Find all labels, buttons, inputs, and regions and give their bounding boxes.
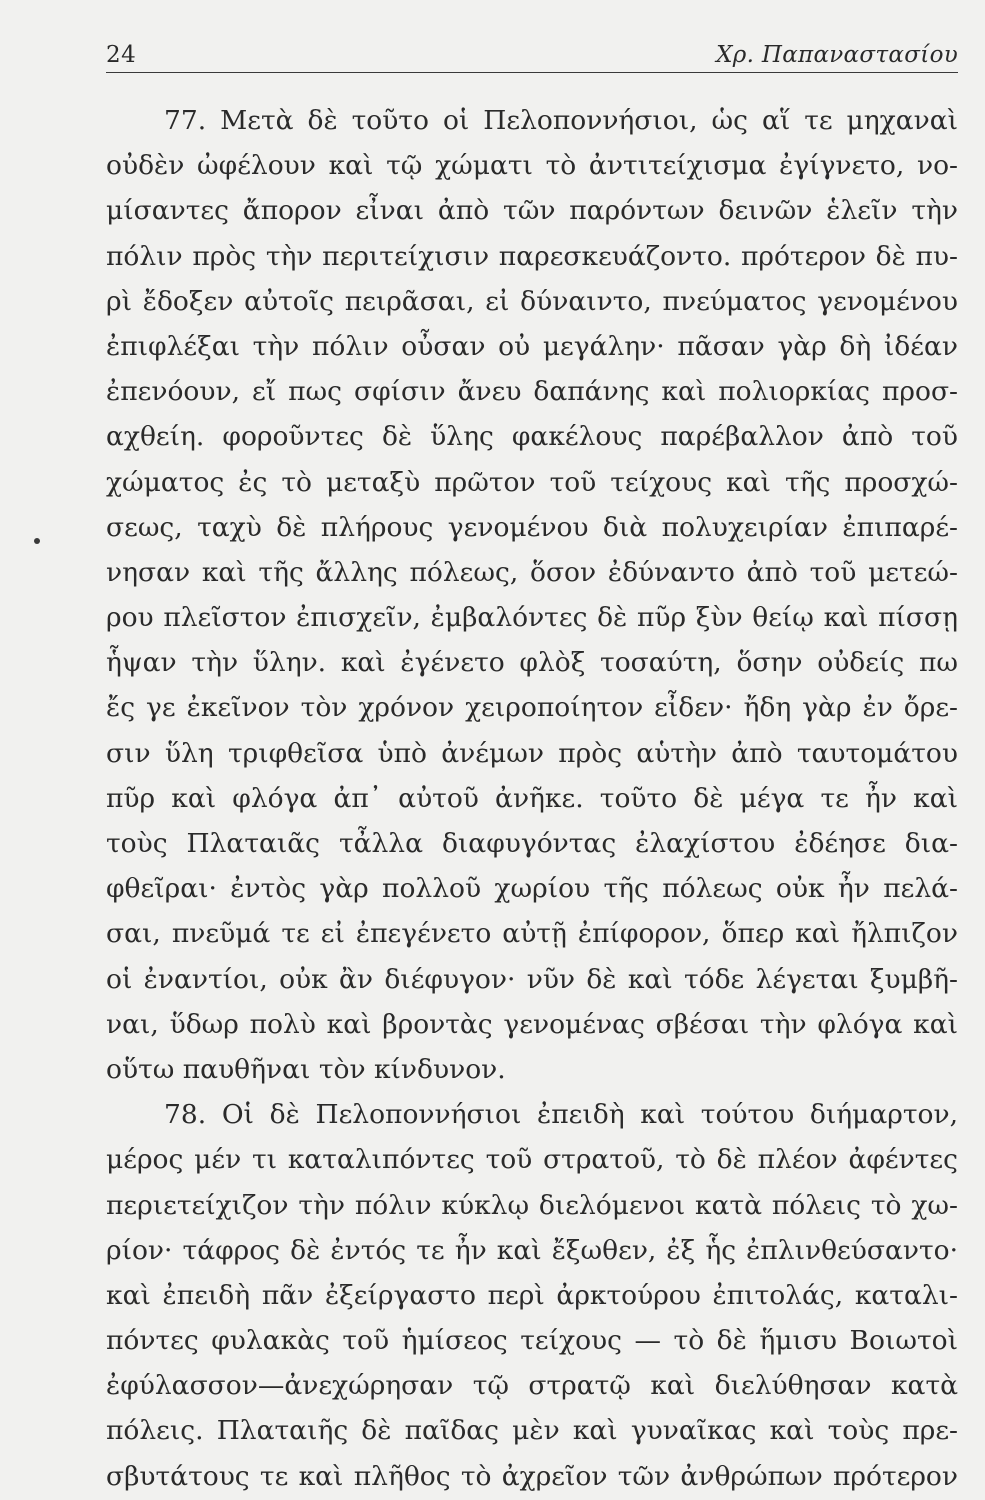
margin-dot-mark	[34, 538, 40, 544]
page-header	[106, 40, 958, 73]
text-line: χώματος ἐς τὸ μεταξὺ πρῶτον τοῦ τείχους καὶ τῆς προσχώ-	[106, 466, 958, 498]
body-text	[106, 98, 958, 1499]
text-line: καὶ ἐπειδὴ πᾶν ἐξείργαστο περὶ ἀρκτούρου ἐπιτολάς, καταλι-	[106, 1279, 958, 1311]
text-line: ρὶ ἔδοξεν αὐτοῖς πειρᾶσαι, εἰ δύναιντο, πνεύματος γενομένου	[106, 285, 958, 317]
text-line: σβυτάτους τε καὶ πλῆθος τὸ ἀχρεῖον τῶν ἀνθρώπων πρότερον	[106, 1460, 958, 1492]
text-line: πόλεις. Πλαταιῆς δὲ παῖδας μὲν καὶ γυναῖκας καὶ τοὺς πρε-	[106, 1415, 958, 1447]
text-line: τοὺς Πλαταιᾶς τἆλλα διαφυγόντας ἐλαχίστου ἐδέησε δια-	[106, 828, 958, 859]
text-line: 78. Οἱ δὲ Πελοποννήσιοι ἐπειδὴ καὶ τούτου διήμαρτον,	[164, 1099, 958, 1131]
text-line: πόλιν πρὸς τὴν περιτείχισιν παρεσκευάζοντο. πρότερον δὲ πυ-	[106, 240, 958, 272]
text-line: ἐπενόουν, εἴ πως σφίσιν ἄνευ δαπάνης καὶ πολιορκίας προσ-	[106, 376, 958, 408]
text-line: οὕτω παυθῆναι τὸν κίνδυνον.	[106, 1053, 506, 1085]
text-line: σεως, ταχὺ δὲ πλήρους γενομένου διὰ πολυχειρίαν ἐπιπαρέ-	[106, 511, 958, 543]
text-line: ἔς γε ἐκεῖνον τὸν χρόνον χειροποίητον εἶδεν· ἤδη γὰρ ἐν ὄρε-	[106, 692, 958, 724]
text-line: οἱ ἐναντίοι, οὐκ ἂν διέφυγον· νῦν δὲ καὶ τόδε λέγεται ξυμβῆ-	[106, 963, 958, 995]
text-line: νησαν καὶ τῆς ἄλλης πόλεως, ὅσον ἐδύναντο ἀπὸ τοῦ μετεώ-	[106, 556, 958, 588]
text-line: οὐδὲν ὠφέλουν καὶ τῷ χώματι τὸ ἀντιτείχισμα ἐγίγνετο, νο-	[106, 150, 958, 182]
text-line: σιν ὕλη τριφθεῖσα ὑπὸ ἀνέμων πρὸς αὑτὴν ἀπὸ ταυτομάτου	[106, 737, 958, 769]
text-line: φθεῖραι· ἐντὸς γὰρ πολλοῦ χωρίου τῆς πόλεως οὐκ ἦν πελά-	[106, 873, 958, 905]
text-line: ἐπιφλέξαι τὴν πόλιν οὖσαν οὐ μεγάλην· πᾶσαν γὰρ δὴ ἰδέαν	[106, 330, 958, 362]
text-line: σαι, πνεῦμά τε εἰ ἐπεγένετο αὐτῇ ἐπίφορον, ὅπερ καὶ ἤλπιζον	[106, 918, 958, 950]
text-line: πῦρ καὶ φλόγα ἀπ᾽ αὐτοῦ ἀνῆκε. τοῦτο δὲ μέγα τε ἦν καὶ	[106, 782, 958, 814]
text-line: μίσαντες ἄπορον εἶναι ἀπὸ τῶν παρόντων δεινῶν ἑλεῖν τὴν	[106, 195, 958, 227]
page-number: 24	[106, 42, 137, 68]
text-line: ἧψαν τὴν ὕλην. καὶ ἐγένετο φλὸξ τοσαύτη, ὅσην οὐδείς πω	[106, 647, 958, 679]
text-line: 77. Μετὰ δὲ τοῦτο οἱ Πελοποννήσιοι, ὡς αἵ τε μηχαναὶ	[164, 105, 958, 136]
text-line: ἐφύλασσον—ἀνεχώρησαν τῷ στρατῷ καὶ διελύθησαν κατὰ	[106, 1370, 958, 1402]
text-line: αχθείη. φοροῦντες δὲ ὕλης φακέλους παρέβαλλον ἀπὸ τοῦ	[106, 421, 958, 453]
text-line: ναι, ὕδωρ πολὺ καὶ βροντὰς γενομένας σβέσαι τὴν φλόγα καὶ	[106, 1008, 958, 1040]
text-line: ρίον· τάφρος δὲ ἐντός τε ἦν καὶ ἔξωθεν, ἐξ ἧς ἐπλινθεύσαντο·	[106, 1234, 958, 1266]
text-line: μέρος μέν τι καταλιπόντες τοῦ στρατοῦ, τὸ δὲ πλέον ἀφέντες	[106, 1144, 958, 1176]
text-line: περιετείχιζον τὴν πόλιν κύκλῳ διελόμενοι κατὰ πόλεις τὸ χω-	[106, 1189, 958, 1221]
text-line: ρου πλεῖστον ἐπισχεῖν, ἐμβαλόντες δὲ πῦρ ξὺν θείῳ καὶ πίσσῃ	[106, 602, 958, 634]
running-head: Χρ. Παπαναστασίου	[716, 42, 958, 68]
text-line: πόντες φυλακὰς τοῦ ἡμίσεος τείχους — τὸ δὲ ἥμισυ Βοιωτοὶ	[106, 1325, 958, 1357]
